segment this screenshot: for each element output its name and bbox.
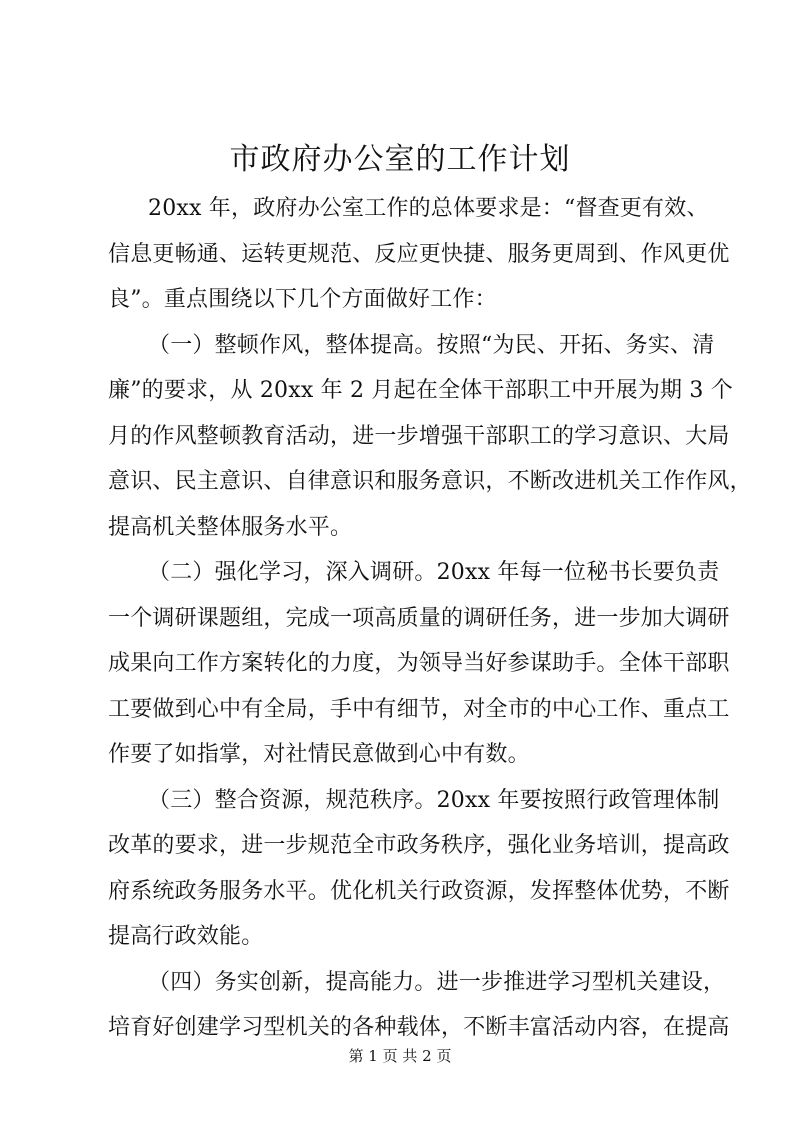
body-line: （三）整合资源，规范秩序。20xx 年要按照行政管理体制 bbox=[148, 787, 720, 813]
body-line: 廉”的要求，从 20xx 年 2 月起在全体干部职工中开展为期 3 个 bbox=[108, 378, 734, 403]
body-line: （一）整顿作风，整体提高。按照“为民、开拓、务实、清 bbox=[148, 332, 715, 358]
body-line: 培育好创建学习型机关的各种载体，不断丰富活动内容，在提高 bbox=[108, 1015, 730, 1040]
body-line: 信息更畅通、运转更规范、反应更快捷、服务更周到、作风更优 bbox=[108, 241, 730, 267]
body-line: 月的作风整顿教育活动，进一步增强干部职工的学习意识、大局 bbox=[108, 423, 730, 449]
body-line: （四）务实创新，提高能力。进一步推进学习型机关建设， bbox=[148, 969, 726, 995]
body-line: 成果向工作方案转化的力度，为领导当好参谋助手。全体干部职 bbox=[108, 651, 730, 676]
body-line: 提高机关整体服务水平。 bbox=[108, 514, 353, 540]
body-line: 提高行政效能。 bbox=[108, 924, 264, 949]
body-line: 府系统政务服务水平。优化机关行政资源，发挥整体优势，不断 bbox=[108, 878, 730, 904]
document-body bbox=[108, 186, 752, 1051]
body-line: 意识、民主意识、自律意识和服务意识，不断改进机关工作作风， bbox=[108, 469, 752, 494]
page-number-footer: 第 1 页 共 2 页 bbox=[348, 1047, 452, 1065]
body-line: 良”。重点围绕以下几个方面做好工作： bbox=[108, 287, 497, 312]
body-line: （二）强化学习，深入调研。20xx 年每一位秘书长要负责 bbox=[148, 560, 720, 585]
document-title: 市政府办公室的工作计划 bbox=[229, 142, 571, 177]
body-line: 改革的要求，进一步规范全市政务秩序，强化业务培训，提高政 bbox=[108, 833, 730, 858]
body-line: 一个调研课题组，完成一项高质量的调研任务，进一步加大调研 bbox=[108, 605, 730, 631]
body-line: 20xx 年，政府办公室工作的总体要求是：“督查更有效、 bbox=[148, 196, 709, 221]
body-line: 作要了如指掌，对社情民意做到心中有数。 bbox=[108, 742, 530, 767]
body-line: 工要做到心中有全局，手中有细节，对全市的中心工作、重点工 bbox=[108, 696, 730, 722]
